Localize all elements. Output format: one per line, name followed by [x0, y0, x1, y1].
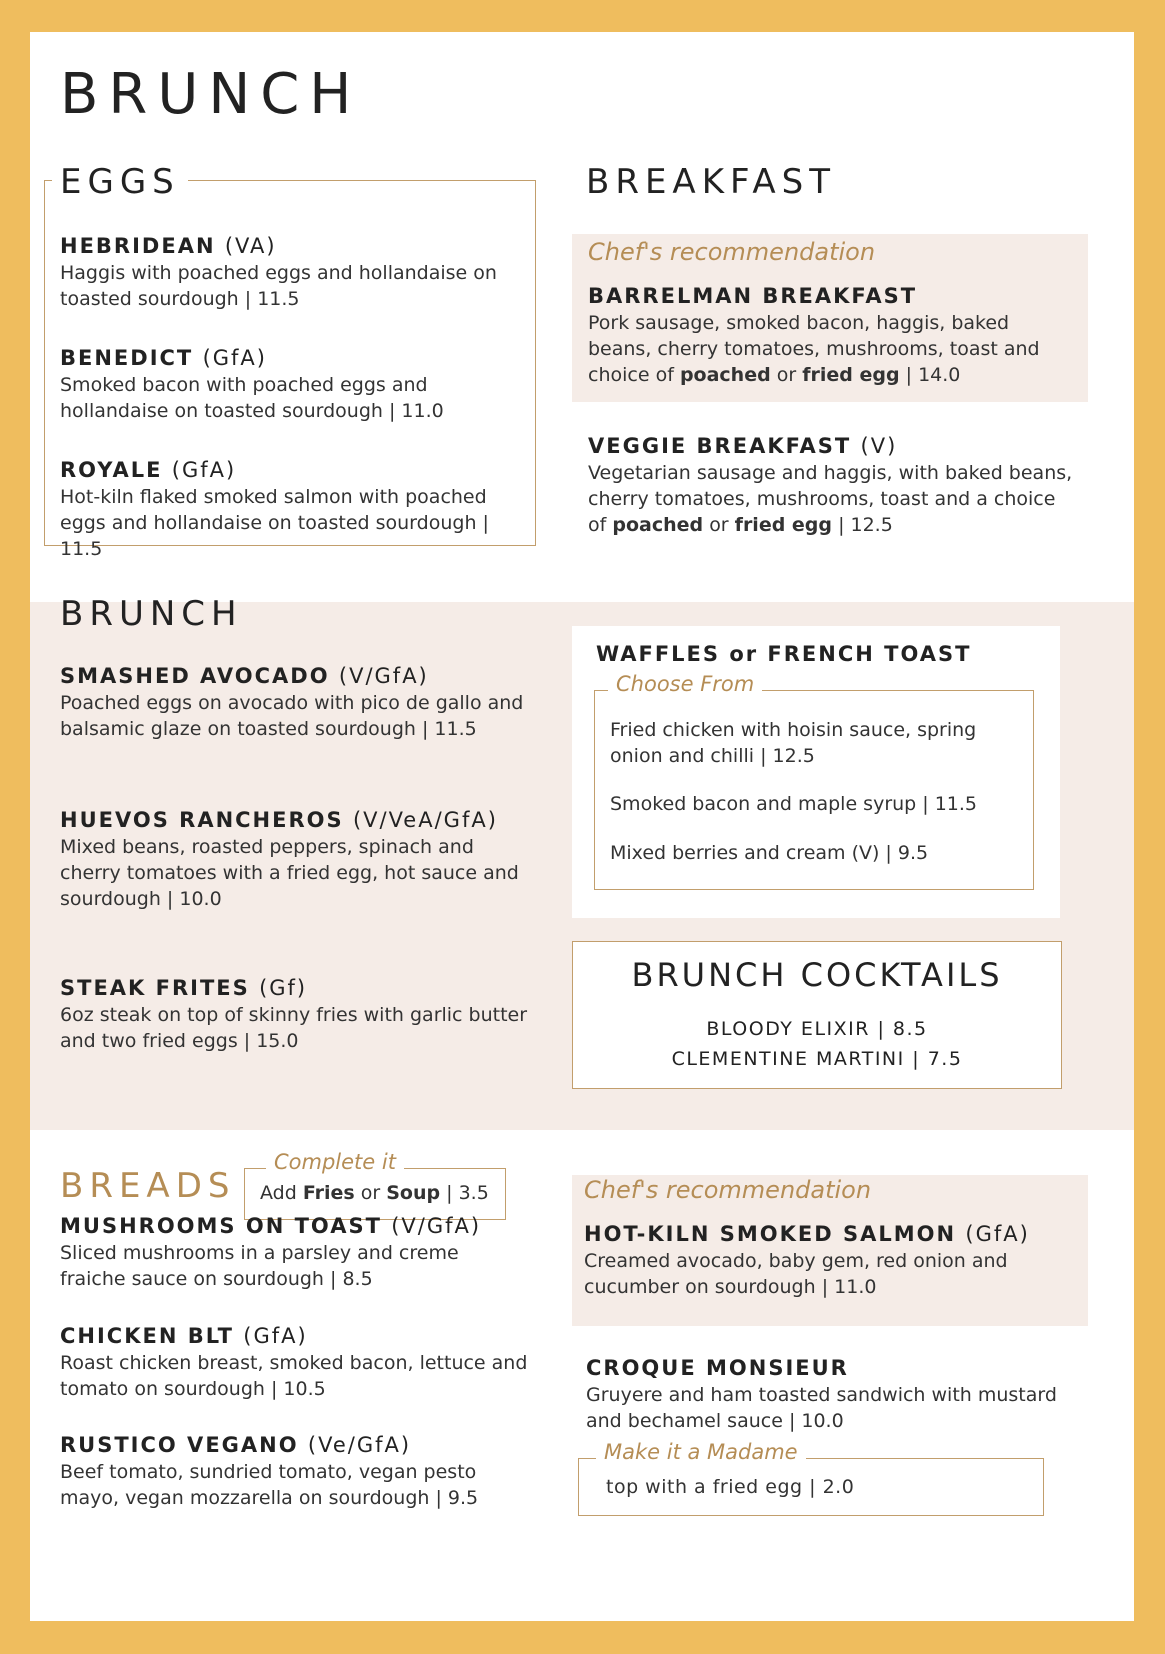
- item-name: RUSTICO VEGANO: [60, 1433, 299, 1457]
- item-desc: Gruyere and ham toasted sandwich with mustard and bechamel sauce | 10.0: [586, 1384, 1057, 1432]
- breads-item-mushrooms: [60, 1212, 530, 1292]
- item-tag: (Gf): [259, 976, 308, 1000]
- waffles-choose-label: Choose From: [608, 672, 762, 696]
- complete-price: | 3.5: [446, 1182, 489, 1204]
- item-desc: Pork sausage, smoked bacon, haggis, baked beans, cherry tomatoes, mushrooms, toast and choice of: [588, 312, 1040, 386]
- breads-title: BREADS: [60, 1166, 236, 1206]
- madame-text: top with a fried egg | 2.0: [606, 1476, 855, 1498]
- item-name: CHICKEN BLT: [60, 1324, 234, 1348]
- item-name: BENEDICT: [60, 346, 194, 370]
- item-desc: Vegetarian sausage and haggis, with baked beans, cherry tomatoes, mushrooms, toast and a choice of: [588, 462, 1073, 536]
- breads-item-chicken-blt: [60, 1322, 530, 1402]
- item-desc: 6oz steak on top of skinny fries with garlic butter and two fried eggs | 15.0: [60, 1004, 528, 1052]
- item-desc: Beef tomato, sundried tomato, vegan pesto mayo, vegan mozzarella on sourdough | 9.5: [60, 1461, 479, 1509]
- cocktail-item: CLEMENTINE MARTINI | 7.5: [671, 1048, 963, 1070]
- item-name: MUSHROOMS ON TOAST: [60, 1214, 382, 1238]
- veggie-breakfast: [588, 432, 1078, 538]
- page-title: BRUNCH: [60, 62, 362, 127]
- item-tag: (GfA): [202, 346, 267, 370]
- item-desc: Mixed beans, roasted peppers, spinach and cherry tomatoes with a fried egg, hot sauce and sourdough | 10.0: [60, 836, 519, 910]
- breakfast-chef-rec-label: Chef's recommendation: [588, 238, 876, 266]
- item-tag: (VA): [224, 234, 277, 258]
- item-desc: Roast chicken breast, smoked bacon, lettuce and tomato on sourdough | 10.5: [60, 1352, 528, 1400]
- item-desc: Poached eggs on avocado with pico de gallo and balsamic glaze on toasted sourdough | 11.5: [60, 692, 524, 740]
- brunch-item-smashed-avocado: [60, 662, 530, 742]
- item-name: ROYALE: [60, 458, 163, 482]
- salmon-item: [584, 1220, 1074, 1300]
- item-name: STEAK FRITES: [60, 976, 250, 1000]
- item-tag: (GfA): [171, 458, 237, 482]
- option-poached: poached: [612, 514, 704, 536]
- item-price: | 12.5: [838, 514, 893, 536]
- option-or: or: [709, 514, 729, 536]
- brunch-title: BRUNCH: [60, 594, 243, 634]
- complete-fries: Fries: [302, 1182, 355, 1204]
- complete-or: or: [360, 1182, 381, 1204]
- menu-page: [30, 32, 1134, 1621]
- eggs-item-royale: [60, 456, 530, 562]
- eggs-item-hebridean: [60, 232, 530, 312]
- item-tag: (GfA): [965, 1222, 1030, 1246]
- item-tag: (GfA): [243, 1324, 308, 1348]
- item-price: | 14.0: [905, 364, 961, 386]
- waffles-option: Fried chicken with hoisin sauce, spring onion and chilli | 12.5: [610, 719, 977, 767]
- brunch-item-steak-frites: [60, 974, 530, 1054]
- item-name: CROQUE MONSIEUR: [586, 1356, 849, 1380]
- complete-it-label: Complete it: [266, 1150, 404, 1174]
- option-fried: fried egg: [802, 364, 900, 386]
- salmon-chef-rec-label: Chef's recommendation: [584, 1176, 872, 1204]
- item-tag: (V/GfA): [391, 1214, 482, 1238]
- waffles-option: Smoked bacon and maple syrup | 11.5: [610, 793, 978, 815]
- breads-item-rustico-vegano: [60, 1431, 530, 1511]
- croque-monsieur: [586, 1354, 1076, 1434]
- item-name: VEGGIE BREAKFAST: [588, 434, 852, 458]
- item-tag: (Ve/GfA): [307, 1433, 412, 1457]
- complete-it-text: [260, 1180, 489, 1206]
- item-tag: (V/VeA/GfA): [352, 808, 498, 832]
- barrelman-breakfast: [588, 282, 1074, 388]
- brunch-item-huevos-rancheros: [60, 806, 530, 912]
- eggs-item-benedict: [60, 344, 530, 424]
- breakfast-title: BREAKFAST: [586, 162, 837, 202]
- cocktails-title: BRUNCH COCKTAILS: [631, 956, 1003, 994]
- item-desc: Hot-kiln flaked smoked salmon with poached eggs and hollandaise on toasted sourdough | 11.5: [60, 486, 489, 560]
- waffles-title: WAFFLES or FRENCH TOAST: [596, 642, 972, 666]
- madame-label: Make it a Madame: [596, 1440, 806, 1464]
- item-name: HOT-KILN SMOKED SALMON: [584, 1222, 957, 1246]
- cocktail-item: BLOODY ELIXIR | 8.5: [706, 1018, 928, 1040]
- item-tag: (V): [860, 434, 898, 458]
- item-desc: Creamed avocado, baby gem, red onion and cucumber on sourdough | 11.0: [584, 1250, 1008, 1298]
- waffles-option: Mixed berries and cream (V) | 9.5: [610, 842, 929, 864]
- item-name: HUEVOS RANCHEROS: [60, 808, 344, 832]
- item-desc: Smoked bacon with poached eggs and hollandaise on toasted sourdough | 11.0: [60, 374, 444, 422]
- complete-add: Add: [260, 1182, 297, 1204]
- item-name: SMASHED AVOCADO: [60, 664, 330, 688]
- item-name: BARRELMAN BREAKFAST: [588, 284, 918, 308]
- item-tag: (V/GfA): [338, 664, 429, 688]
- item-desc: Sliced mushrooms in a parsley and creme fraiche sauce on sourdough | 8.5: [60, 1242, 459, 1290]
- option-fried: fried egg: [734, 514, 833, 536]
- complete-soup: Soup: [386, 1182, 441, 1204]
- item-name: HEBRIDEAN: [60, 234, 216, 258]
- option-or: or: [776, 364, 797, 386]
- option-poached: poached: [679, 364, 771, 386]
- item-desc: Haggis with poached eggs and hollandaise on toasted sourdough | 11.5: [60, 262, 497, 310]
- eggs-title: EGGS: [52, 162, 188, 202]
